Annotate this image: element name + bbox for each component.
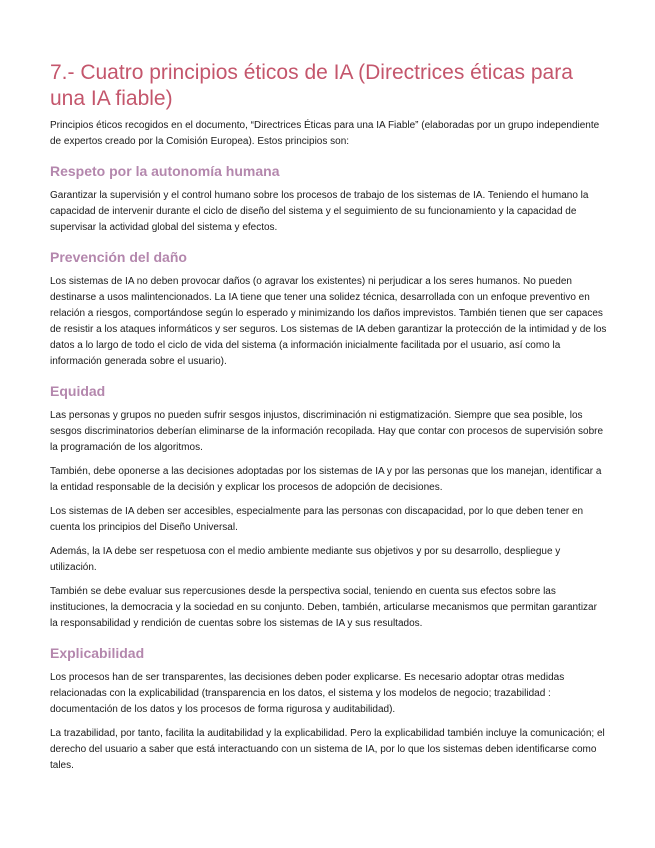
paragraph: Los procesos han de ser transparentes, las decisiones deben poder explicarse. Es necesario adoptar otras medidas relacionadas con la explicabilidad (transparencia en los datos, el sistema y los modelos de negocio; trazabilidad : documentación de los datos y los procesos de forma rigurosa y auditabilidad). xyxy=(50,672,565,715)
section-heading-explicabilidad: Explicabilidad xyxy=(50,645,145,661)
paragraph: Los sistemas de IA deben ser accesibles, especialmente para las personas con discapacidad, por lo que deben tener en cuenta los principios del Diseño Universal. xyxy=(50,506,584,533)
section-heading-equidad: Equidad xyxy=(50,383,106,399)
paragraph: Las personas y grupos no pueden sufrir sesgos injustos, discriminación ni estigmatización. Siempre que sea posible, los sesgos discriminatorios deberían eliminarse de la información recopilada. Hay que contar con procesos de supervisión sobre la programación de los algoritmos. xyxy=(50,410,604,453)
paragraph: También se debe evaluar sus repercusiones desde la perspectiva social, teniendo en cuenta sus efectos sobre las instituciones, la democracia y la sociedad en su conjunto. Deben, también, articularse mecanismos que permitan garantizar la responsabilidad y rendición de cuentas sobre los sistemas de IA y sus resultados. xyxy=(50,586,597,629)
paragraph: La trazabilidad, por tanto, facilita la auditabilidad y la explicabilidad. Pero la explicabilidad también incluye la comunicación; el derecho del usuario a saber que está interactuando con un sistema de IA, por lo que los sistemas deben identificarse como tales. xyxy=(50,728,605,771)
section-heading-autonomia: Respeto por la autonomía humana xyxy=(50,163,280,179)
paragraph: Además, la IA debe ser respetuosa con el medio ambiente mediante sus objetivos y por su desarrollo, despliegue y utilización. xyxy=(50,546,561,573)
paragraph: Los sistemas de IA no deben provocar daños (o agravar los existentes) ni perjudicar a los seres humanos. No pueden destinarse a usos malintencionados. La IA tiene que tener una solidez técnica, desarrollada con un enfoque preventivo en relación a riesgos, comportándose según lo esperado y minimizando los daños imprevistos. También tienen que ser capaces de resistir a los ataques informáticos y ser seguros. Los sistemas de IA deben garantizar la protección de la intimidad y de los datos a lo largo de todo el ciclo de vida del sistema (a información inicialmente facilitada por el usuario, así como la información generada sobre el usuario). xyxy=(50,276,607,367)
page-title: 7.- Cuatro principios éticos de IA (Directrices éticas para una IA fiable) xyxy=(50,61,573,110)
paragraph: Garantizar la supervisión y el control humano sobre los procesos de trabajo de los sistemas de IA. Teniendo el humano la capacidad de intervenir durante el ciclo de diseño del sistema y el seguimiento de su funcionamiento y la capacidad de supervisar la actividad global del sistema y efectos. xyxy=(50,190,589,233)
section-heading-prevencion: Prevención del daño xyxy=(50,249,187,265)
paragraph: También, debe oponerse a las decisiones adoptadas por los sistemas de IA y por las personas que los manejan, identificar a la entidad responsable de la decisión y explicar los procesos de adopción de decisiones. xyxy=(50,466,602,493)
intro-paragraph: Principios éticos recogidos en el documento, “Directrices Éticas para una IA Fiable” (elaboradas por un grupo independiente de expertos creado por la Comisión Europea). Estos principios son: xyxy=(50,120,600,147)
